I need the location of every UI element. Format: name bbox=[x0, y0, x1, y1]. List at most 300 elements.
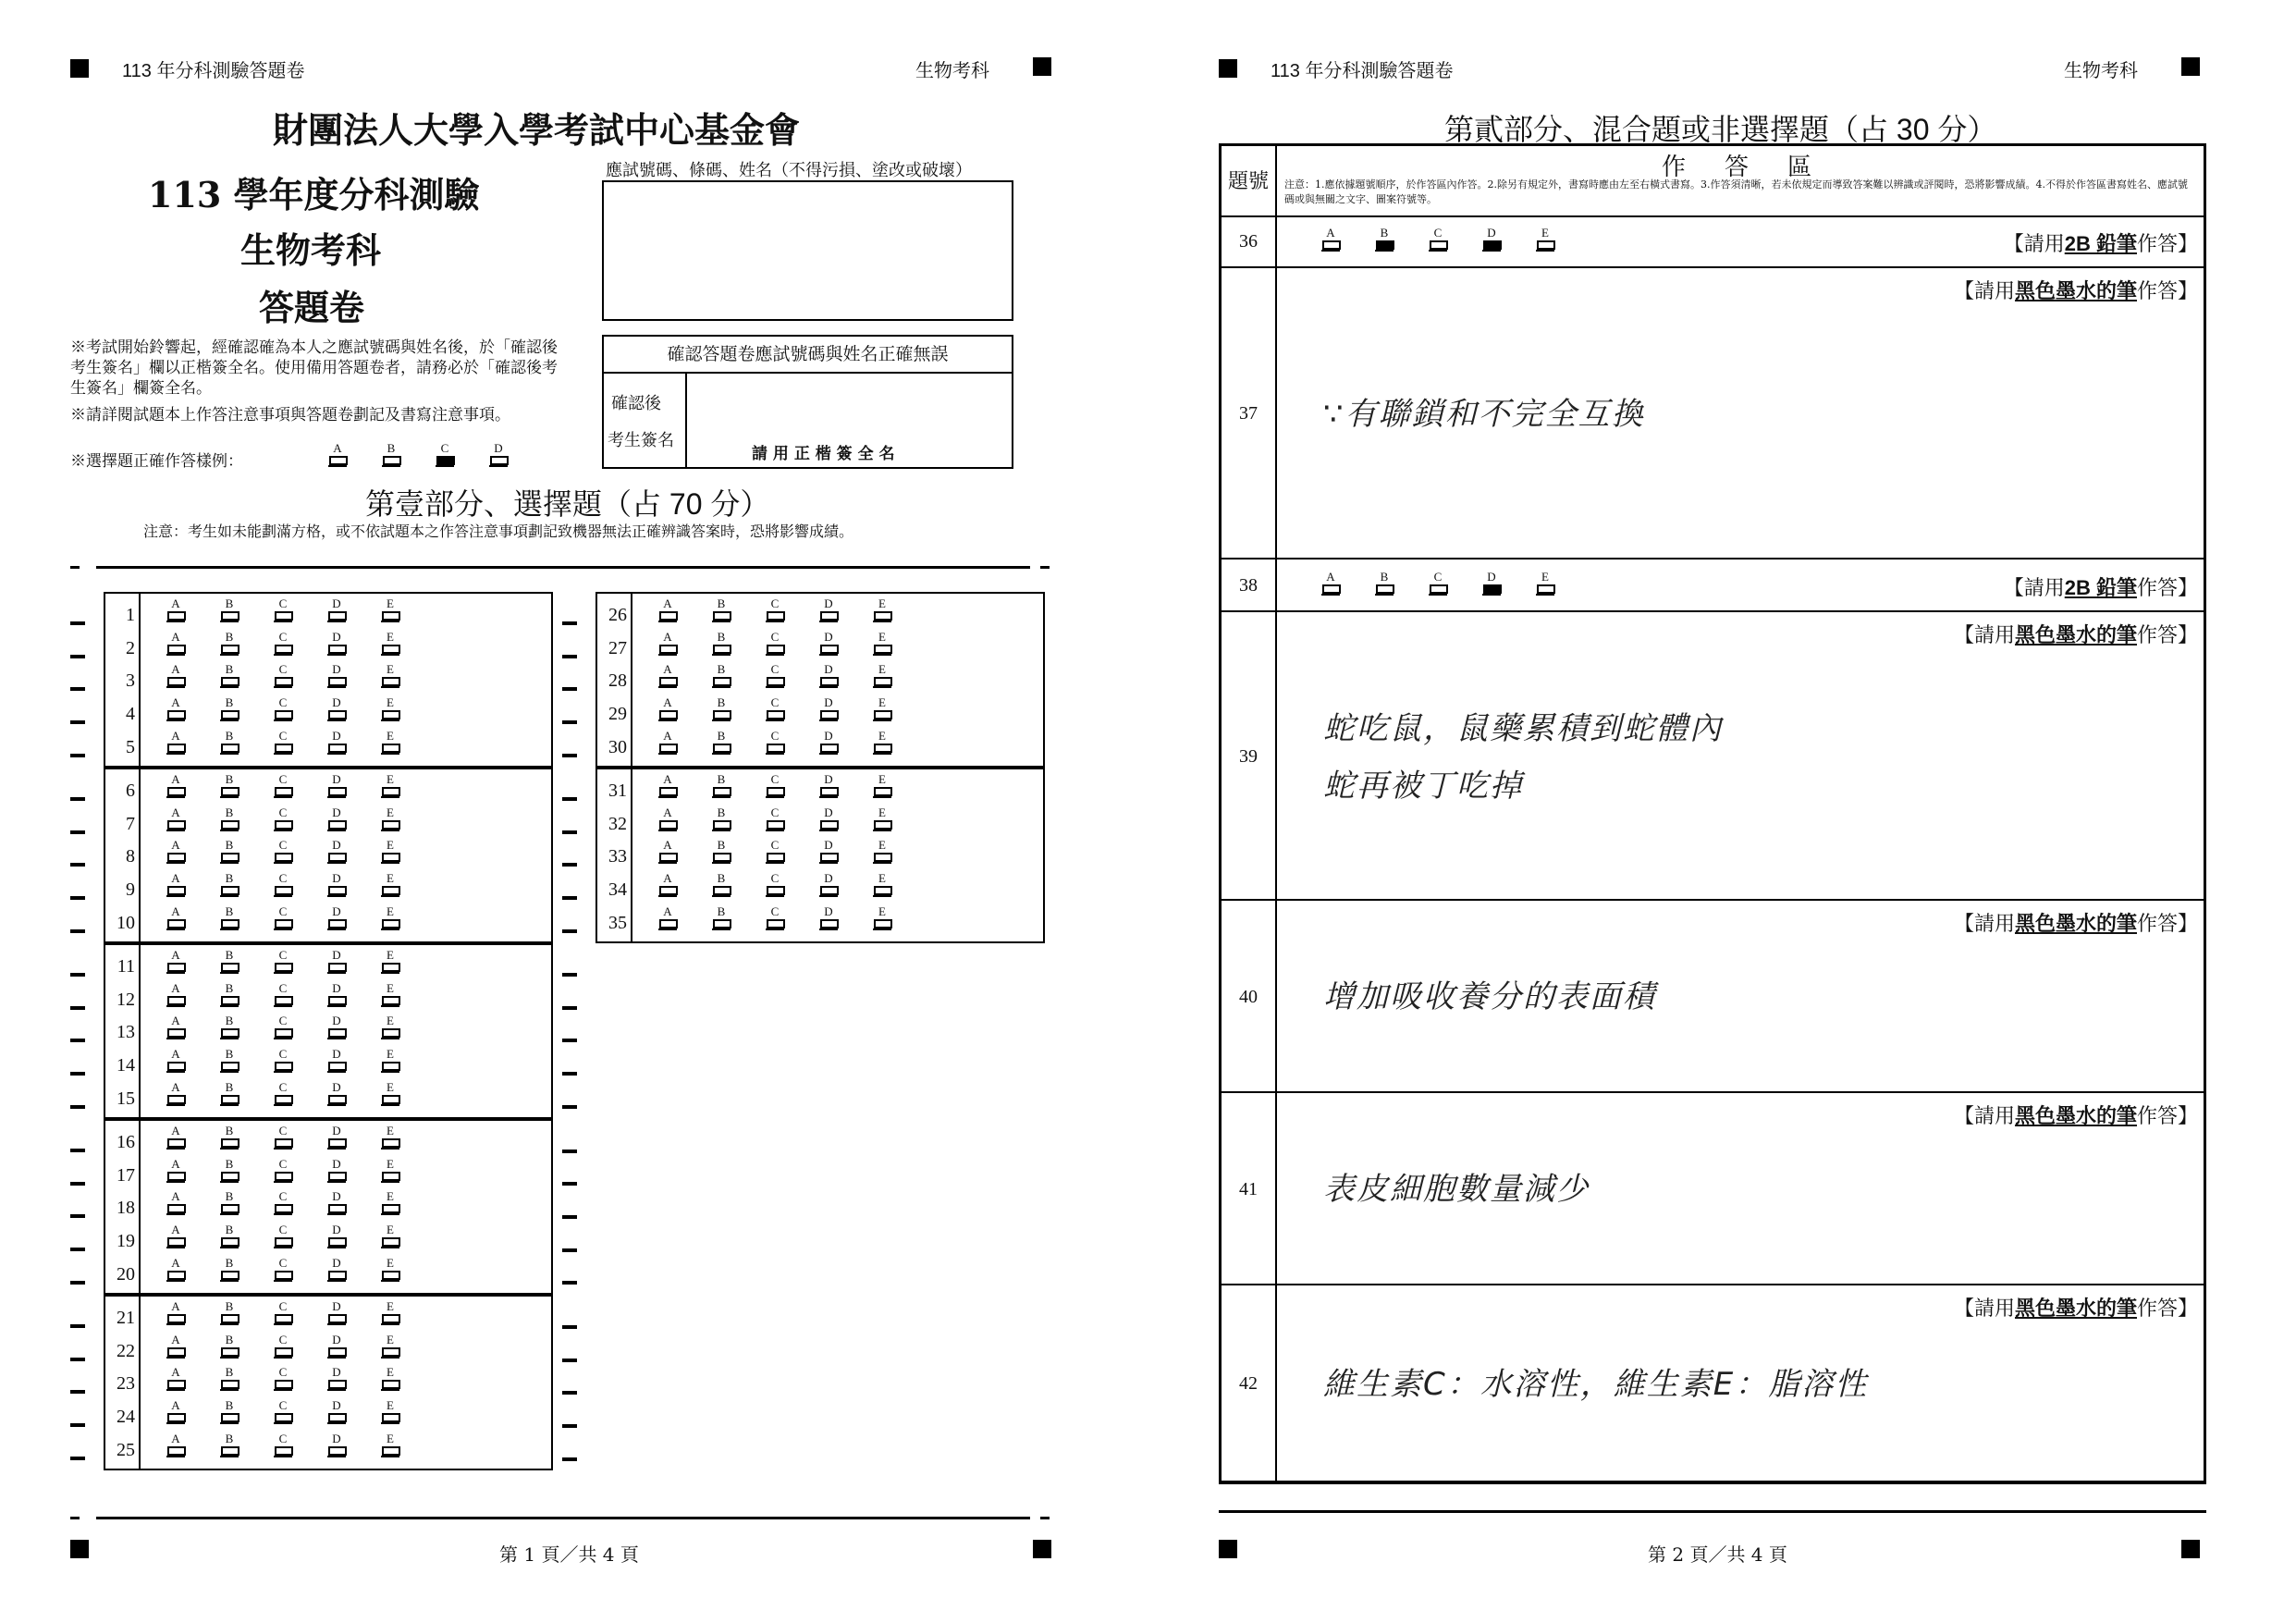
bubble-box bbox=[221, 1095, 239, 1104]
bubble-q1-E[interactable] bbox=[381, 597, 433, 629]
bubble-q19-D[interactable] bbox=[327, 1223, 379, 1255]
bubble-letter: D bbox=[1487, 570, 1496, 584]
bubble-q2-B[interactable] bbox=[220, 631, 272, 662]
bubble-q3-A[interactable] bbox=[166, 663, 218, 695]
bubble-q22-B[interactable] bbox=[220, 1334, 272, 1365]
bubble-underline bbox=[658, 753, 677, 755]
bubble-q33-B[interactable] bbox=[712, 839, 764, 870]
bubble-q26-D[interactable] bbox=[819, 597, 871, 629]
bubble-q36-A[interactable] bbox=[1321, 227, 1373, 258]
bubble-letter: C bbox=[440, 441, 449, 455]
bubble-q23-C[interactable] bbox=[274, 1366, 325, 1397]
bubble-q36-D[interactable] bbox=[1482, 227, 1534, 258]
bubble-q31-D[interactable] bbox=[819, 773, 871, 805]
bubble-q7-E[interactable] bbox=[381, 806, 433, 838]
bubble-q16-E[interactable] bbox=[381, 1125, 433, 1156]
bubble-q2-C[interactable] bbox=[274, 631, 325, 662]
bubble-q35-B[interactable] bbox=[712, 905, 764, 937]
question-block bbox=[104, 943, 553, 1119]
bubble-q5-D[interactable] bbox=[327, 730, 379, 761]
bubble-box bbox=[167, 1347, 186, 1357]
bubble-q23-E[interactable] bbox=[381, 1366, 433, 1397]
bubble-q28-D[interactable] bbox=[819, 663, 871, 695]
cut-dash bbox=[70, 566, 80, 569]
bubble-q11-C[interactable] bbox=[274, 949, 325, 980]
bubble-q33-C[interactable] bbox=[766, 839, 817, 870]
timing-mark bbox=[562, 1182, 577, 1186]
bubble-q22-A[interactable] bbox=[166, 1334, 218, 1365]
bubble-q6-C[interactable] bbox=[274, 773, 325, 805]
bubble-q11-E[interactable] bbox=[381, 949, 433, 980]
bubble-q19-C[interactable] bbox=[274, 1223, 325, 1255]
bubble-q8-B[interactable] bbox=[220, 839, 272, 870]
question-number: 30 bbox=[608, 736, 627, 757]
bubble-q27-C[interactable] bbox=[766, 631, 817, 662]
bubble-letter: E bbox=[387, 1047, 394, 1062]
bubble-box bbox=[820, 677, 839, 686]
bubble-box bbox=[328, 1204, 347, 1213]
bubble-q2-D[interactable] bbox=[327, 631, 379, 662]
bubble-box bbox=[767, 611, 785, 621]
bubble-underline bbox=[274, 1071, 292, 1073]
bubble-q22-E[interactable] bbox=[381, 1334, 433, 1365]
bubble-box bbox=[275, 1095, 293, 1104]
ink-note bbox=[1954, 276, 2198, 304]
bubble-q32-A[interactable] bbox=[658, 806, 710, 838]
bubble-q28-E[interactable] bbox=[873, 663, 925, 695]
bubble-box bbox=[713, 919, 731, 928]
bubble-q22-C[interactable] bbox=[274, 1334, 325, 1365]
bubble-q17-D[interactable] bbox=[327, 1158, 379, 1189]
bubble-box bbox=[221, 645, 239, 654]
bubble-letter: A bbox=[333, 441, 342, 455]
bubble-letter: D bbox=[494, 441, 503, 455]
bubble-q24-D[interactable] bbox=[327, 1399, 379, 1431]
bubble-q29-E[interactable] bbox=[873, 696, 925, 728]
bubble-box bbox=[328, 744, 347, 753]
bubble-box bbox=[275, 853, 293, 862]
bubble-letter: C bbox=[278, 1365, 288, 1380]
bubble-q21-A[interactable] bbox=[166, 1300, 218, 1332]
bubble-q21-B[interactable] bbox=[220, 1300, 272, 1332]
bubble-letter: C bbox=[278, 1047, 288, 1062]
note-prefix: 【請用 bbox=[2003, 576, 2065, 599]
bubble-underline bbox=[274, 1323, 292, 1325]
bubble-q24-B[interactable] bbox=[220, 1399, 272, 1431]
bubble-q28-A[interactable] bbox=[658, 663, 710, 695]
bubble-q1-C[interactable] bbox=[274, 597, 325, 629]
bubble-letter: B bbox=[1380, 226, 1389, 240]
bubble-letter: C bbox=[770, 871, 780, 886]
bubble-underline bbox=[381, 719, 399, 721]
bubble-q30-A[interactable] bbox=[658, 730, 710, 761]
bubble-q6-D[interactable] bbox=[327, 773, 379, 805]
bubble-letter: B bbox=[717, 772, 726, 786]
bubble-box bbox=[659, 886, 678, 895]
bubble-q17-C[interactable] bbox=[274, 1158, 325, 1189]
bubble-q5-A[interactable] bbox=[166, 730, 218, 761]
bubble-q33-D[interactable] bbox=[819, 839, 871, 870]
bubble-q9-C[interactable] bbox=[274, 872, 325, 904]
bubble-q4-E[interactable] bbox=[381, 696, 433, 728]
bubble-underline bbox=[382, 465, 400, 467]
bubble-q1-D[interactable] bbox=[327, 597, 379, 629]
bubble-q23-A[interactable] bbox=[166, 1366, 218, 1397]
bubble-q6-E[interactable] bbox=[381, 773, 433, 805]
confirm-box bbox=[602, 335, 1013, 469]
bubble-q4-C[interactable] bbox=[274, 696, 325, 728]
bubble-letter: C bbox=[278, 980, 288, 995]
bubble-letter: A bbox=[663, 904, 672, 918]
bubble-q27-B[interactable] bbox=[712, 631, 764, 662]
bubble-letter: E bbox=[878, 728, 886, 743]
bubble-q23-B[interactable] bbox=[220, 1366, 272, 1397]
bubble-q19-A[interactable] bbox=[166, 1223, 218, 1255]
bubble-q16-C[interactable] bbox=[274, 1125, 325, 1156]
answer-row-40 bbox=[1222, 901, 2204, 1093]
bubble-q30-C[interactable] bbox=[766, 730, 817, 761]
bubble-q10-D[interactable] bbox=[327, 905, 379, 937]
bubble-q23-D[interactable] bbox=[327, 1366, 379, 1397]
bubble-q20-B[interactable] bbox=[220, 1257, 272, 1288]
bubble-q5-B[interactable] bbox=[220, 730, 272, 761]
note-emphasis: 黑色墨水的筆 bbox=[2014, 1297, 2137, 1320]
bubble-q20-A[interactable] bbox=[166, 1257, 218, 1288]
bubble-q15-D[interactable] bbox=[327, 1081, 379, 1113]
signature-field[interactable]: 請 用 正 楷 簽 全 名 bbox=[752, 445, 895, 463]
bubble-q21-C[interactable] bbox=[274, 1300, 325, 1332]
bubble-q13-B[interactable] bbox=[220, 1014, 272, 1046]
bubble-q20-E[interactable] bbox=[381, 1257, 433, 1288]
bubble-q3-B[interactable] bbox=[220, 663, 272, 695]
bubble-q18-E[interactable] bbox=[381, 1190, 433, 1222]
bubble-q7-D[interactable] bbox=[327, 806, 379, 838]
bubble-box bbox=[874, 919, 892, 928]
bubble-q2-A[interactable] bbox=[166, 631, 218, 662]
bubble-q3-D[interactable] bbox=[327, 663, 379, 695]
bubble-box bbox=[221, 1062, 239, 1071]
bubble-q12-D[interactable] bbox=[327, 982, 379, 1014]
note-suffix: 作答】 bbox=[2136, 279, 2198, 302]
bubble-q27-E[interactable] bbox=[873, 631, 925, 662]
bubble-q27-D[interactable] bbox=[819, 631, 871, 662]
bubble-q5-C[interactable] bbox=[274, 730, 325, 761]
bubble-q7-B[interactable] bbox=[220, 806, 272, 838]
bubble-q35-A[interactable] bbox=[658, 905, 710, 937]
timing-mark bbox=[562, 1072, 577, 1076]
example-bubble-C[interactable] bbox=[436, 442, 487, 473]
bubble-q10-E[interactable] bbox=[381, 905, 433, 937]
bubble-q4-D[interactable] bbox=[327, 696, 379, 728]
instruction-note-2: ※請詳閱試題本上作答注意事項與答題卷劃記及書寫注意事項。 bbox=[70, 406, 510, 424]
bubble-q15-B[interactable] bbox=[220, 1081, 272, 1113]
bubble-letter: E bbox=[387, 1299, 394, 1313]
bubble-q1-A[interactable] bbox=[166, 597, 218, 629]
bubble-q14-A[interactable] bbox=[166, 1048, 218, 1079]
bubble-underline bbox=[220, 753, 239, 755]
bubble-box bbox=[874, 645, 892, 654]
bubble-q9-E[interactable] bbox=[381, 872, 433, 904]
bubble-q33-A[interactable] bbox=[658, 839, 710, 870]
bubble-q11-B[interactable] bbox=[220, 949, 272, 980]
bubble-q22-D[interactable] bbox=[327, 1334, 379, 1365]
bubble-q35-E[interactable] bbox=[873, 905, 925, 937]
bubble-q14-D[interactable] bbox=[327, 1048, 379, 1079]
bubble-q12-C[interactable] bbox=[274, 982, 325, 1014]
note-suffix: 作答】 bbox=[2136, 232, 2198, 255]
bubble-q8-C[interactable] bbox=[274, 839, 325, 870]
bubble-q24-A[interactable] bbox=[166, 1399, 218, 1431]
timing-mark bbox=[562, 1424, 577, 1428]
bubble-q6-A[interactable] bbox=[166, 773, 218, 805]
bubble-q3-E[interactable] bbox=[381, 663, 433, 695]
bubble-q8-A[interactable] bbox=[166, 839, 218, 870]
bubble-underline bbox=[327, 1422, 346, 1424]
bubble-q4-B[interactable] bbox=[220, 696, 272, 728]
bubble-q28-B[interactable] bbox=[712, 663, 764, 695]
bubble-q29-D[interactable] bbox=[819, 696, 871, 728]
bubble-q19-B[interactable] bbox=[220, 1223, 272, 1255]
bubble-q13-D[interactable] bbox=[327, 1014, 379, 1046]
bubble-q29-B[interactable] bbox=[712, 696, 764, 728]
bubble-q11-A[interactable] bbox=[166, 949, 218, 980]
bubble-underline bbox=[1482, 250, 1501, 252]
bubble-underline bbox=[381, 1357, 399, 1359]
bubble-q9-A[interactable] bbox=[166, 872, 218, 904]
bubble-q16-A[interactable] bbox=[166, 1125, 218, 1156]
bubble-q19-E[interactable] bbox=[381, 1223, 433, 1255]
bubble-q36-B[interactable] bbox=[1375, 227, 1427, 258]
bubble-q14-B[interactable] bbox=[220, 1048, 272, 1079]
cut-dash bbox=[1040, 1517, 1050, 1519]
bubble-box bbox=[382, 1172, 400, 1181]
handwritten-answer-39[interactable]: 蛇吃鼠，鼠藥累積到蛇體內 bbox=[1323, 710, 1723, 747]
bubble-q20-C[interactable] bbox=[274, 1257, 325, 1288]
bubble-q18-A[interactable] bbox=[166, 1190, 218, 1222]
col-header-area bbox=[1277, 146, 2204, 217]
bubble-q12-E[interactable] bbox=[381, 982, 433, 1014]
bubble-underline bbox=[819, 862, 838, 864]
bubble-q1-B[interactable] bbox=[220, 597, 272, 629]
bubble-q9-D[interactable] bbox=[327, 872, 379, 904]
bubble-letter: C bbox=[278, 1189, 288, 1204]
bubble-box bbox=[767, 886, 785, 895]
bubble-q11-D[interactable] bbox=[327, 949, 379, 980]
bubble-q18-C[interactable] bbox=[274, 1190, 325, 1222]
bubble-q20-D[interactable] bbox=[327, 1257, 379, 1288]
bubble-q17-B[interactable] bbox=[220, 1158, 272, 1189]
bubble-q38-A[interactable] bbox=[1321, 571, 1373, 602]
bubble-underline bbox=[873, 654, 891, 656]
bubble-q36-E[interactable] bbox=[1536, 227, 1588, 258]
bubble-q12-B[interactable] bbox=[220, 982, 272, 1014]
bubble-q24-C[interactable] bbox=[274, 1399, 325, 1431]
bubble-q36-C[interactable] bbox=[1429, 227, 1480, 258]
bubble-underline bbox=[327, 1280, 346, 1282]
bubble-box bbox=[328, 1028, 347, 1038]
bubble-underline bbox=[274, 1456, 292, 1457]
bubble-q3-C[interactable] bbox=[274, 663, 325, 695]
bubble-q35-D[interactable] bbox=[819, 905, 871, 937]
bubble-q32-D[interactable] bbox=[819, 806, 871, 838]
bubble-q25-D[interactable] bbox=[327, 1432, 379, 1464]
bubble-box bbox=[167, 820, 186, 830]
example-bubble-B[interactable] bbox=[382, 442, 434, 473]
bubble-letter: A bbox=[171, 805, 180, 819]
bubble-q38-D[interactable] bbox=[1482, 571, 1534, 602]
bubble-q26-B[interactable] bbox=[712, 597, 764, 629]
bubble-q32-C[interactable] bbox=[766, 806, 817, 838]
bubble-q14-E[interactable] bbox=[381, 1048, 433, 1079]
bubble-letter: A bbox=[663, 805, 672, 819]
bubble-q30-E[interactable] bbox=[873, 730, 925, 761]
note-emphasis: 黑色墨水的筆 bbox=[2014, 623, 2137, 646]
bubble-q38-E[interactable] bbox=[1536, 571, 1588, 602]
bubble-underline bbox=[274, 830, 292, 831]
bubble-q7-A[interactable] bbox=[166, 806, 218, 838]
bubble-q10-C[interactable] bbox=[274, 905, 325, 937]
bubble-underline bbox=[1321, 594, 1340, 596]
bubble-q34-C[interactable] bbox=[766, 872, 817, 904]
answer-row-38 bbox=[1222, 559, 2204, 612]
area-title: 作 答 區 bbox=[1661, 154, 1819, 181]
bubble-letter: E bbox=[878, 904, 886, 918]
bubble-q29-C[interactable] bbox=[766, 696, 817, 728]
bubble-q38-C[interactable] bbox=[1429, 571, 1480, 602]
bubble-q25-E[interactable] bbox=[381, 1432, 433, 1464]
bubble-letter: A bbox=[171, 772, 180, 786]
bubble-box bbox=[713, 787, 731, 796]
bubble-q2-E[interactable] bbox=[381, 631, 433, 662]
bubble-q16-B[interactable] bbox=[220, 1125, 272, 1156]
bubble-q34-E[interactable] bbox=[873, 872, 925, 904]
bubble-underline bbox=[327, 1148, 346, 1150]
question-number: 3 bbox=[126, 670, 135, 692]
bubble-box bbox=[767, 677, 785, 686]
bubble-q10-B[interactable] bbox=[220, 905, 272, 937]
bubble-q31-B[interactable] bbox=[712, 773, 764, 805]
note-prefix: 【請用 bbox=[1953, 623, 2015, 646]
bubble-q30-B[interactable] bbox=[712, 730, 764, 761]
bubble-box bbox=[221, 677, 239, 686]
bubble-q33-E[interactable] bbox=[873, 839, 925, 870]
bubble-box bbox=[659, 710, 678, 719]
bubble-q15-C[interactable] bbox=[274, 1081, 325, 1113]
bubble-box bbox=[767, 710, 785, 719]
bubble-q29-A[interactable] bbox=[658, 696, 710, 728]
bubble-q26-E[interactable] bbox=[873, 597, 925, 629]
bubble-q25-A[interactable] bbox=[166, 1432, 218, 1464]
bubble-q32-B[interactable] bbox=[712, 806, 764, 838]
bubble-q25-B[interactable] bbox=[220, 1432, 272, 1464]
bubble-q21-D[interactable] bbox=[327, 1300, 379, 1332]
bubble-q5-E[interactable] bbox=[381, 730, 433, 761]
handwritten-answer-41[interactable]: 表皮細胞數量減少 bbox=[1323, 1171, 1590, 1208]
bubble-underline bbox=[166, 1181, 185, 1183]
bubble-q15-A[interactable] bbox=[166, 1081, 218, 1113]
handwritten-answer-40[interactable]: 增加吸收養分的表面積 bbox=[1323, 978, 1656, 1015]
bubble-letter: B bbox=[717, 838, 726, 853]
bubble-q15-E[interactable] bbox=[381, 1081, 433, 1113]
bubble-letter: A bbox=[663, 695, 672, 710]
bubble-q31-A[interactable] bbox=[658, 773, 710, 805]
timing-mark bbox=[562, 754, 577, 757]
ink-note bbox=[1954, 620, 2198, 648]
bubble-q21-E[interactable] bbox=[381, 1300, 433, 1332]
bubble-box bbox=[275, 820, 293, 830]
handwritten-answer-42[interactable]: 維生素C：水溶性，維生素E：脂溶性 bbox=[1323, 1365, 1869, 1403]
bubble-box bbox=[221, 886, 239, 895]
bubble-letter: E bbox=[878, 838, 886, 853]
bubble-underline bbox=[381, 1280, 399, 1282]
bubble-box bbox=[221, 1271, 239, 1280]
bubble-q17-A[interactable] bbox=[166, 1158, 218, 1189]
bubble-q17-E[interactable] bbox=[381, 1158, 433, 1189]
bubble-q8-E[interactable] bbox=[381, 839, 433, 870]
example-bubble-A[interactable] bbox=[328, 442, 380, 473]
bubble-q7-C[interactable] bbox=[274, 806, 325, 838]
bubble-q35-C[interactable] bbox=[766, 905, 817, 937]
bubble-q26-C[interactable] bbox=[766, 597, 817, 629]
bubble-q30-D[interactable] bbox=[819, 730, 871, 761]
bubble-q34-D[interactable] bbox=[819, 872, 871, 904]
bubble-letter: E bbox=[878, 662, 886, 677]
bubble-q8-D[interactable] bbox=[327, 839, 379, 870]
bubble-underline bbox=[327, 1104, 346, 1106]
bubble-underline bbox=[220, 1181, 239, 1183]
bubble-q31-E[interactable] bbox=[873, 773, 925, 805]
id-box-label: 應試號碼、條碼、姓名（不得污損、塗改或破壞） bbox=[606, 161, 972, 180]
bubble-q24-E[interactable] bbox=[381, 1399, 433, 1431]
bubble-q6-B[interactable] bbox=[220, 773, 272, 805]
timing-mark bbox=[562, 1006, 577, 1010]
question-number: 19 bbox=[117, 1231, 135, 1252]
bubble-underline bbox=[166, 796, 185, 798]
bubble-q34-A[interactable] bbox=[658, 872, 710, 904]
bubble-q4-A[interactable] bbox=[166, 696, 218, 728]
bubble-q18-D[interactable] bbox=[327, 1190, 379, 1222]
registration-mark bbox=[70, 1540, 89, 1558]
bubble-q14-C[interactable] bbox=[274, 1048, 325, 1079]
handwritten-answer-37[interactable]: ∵有聯鎖和不完全互換 bbox=[1323, 395, 1645, 433]
bubble-q34-B[interactable] bbox=[712, 872, 764, 904]
bubble-underline bbox=[220, 654, 239, 656]
bubble-q31-C[interactable] bbox=[766, 773, 817, 805]
handwritten-answer-39[interactable]: 蛇再被丁吃掉 bbox=[1323, 768, 1523, 805]
bubble-q16-D[interactable] bbox=[327, 1125, 379, 1156]
timing-mark bbox=[562, 655, 577, 658]
bubble-q10-A[interactable] bbox=[166, 905, 218, 937]
bubble-q13-E[interactable] bbox=[381, 1014, 433, 1046]
bubble-q9-B[interactable] bbox=[220, 872, 272, 904]
bubble-q28-C[interactable] bbox=[766, 663, 817, 695]
example-bubble-D[interactable] bbox=[489, 442, 541, 473]
bubble-q18-B[interactable] bbox=[220, 1190, 272, 1222]
bubble-q38-B[interactable] bbox=[1375, 571, 1427, 602]
bubble-letter: B bbox=[1380, 570, 1389, 584]
bubble-q32-E[interactable] bbox=[873, 806, 925, 838]
bubble-q27-A[interactable] bbox=[658, 631, 710, 662]
bubble-letter: B bbox=[717, 695, 726, 710]
bubble-box bbox=[328, 710, 347, 719]
bubble-q26-A[interactable] bbox=[658, 597, 710, 629]
timing-mark bbox=[70, 1039, 85, 1042]
bubble-q13-C[interactable] bbox=[274, 1014, 325, 1046]
bubble-q25-C[interactable] bbox=[274, 1432, 325, 1464]
bubble-q13-A[interactable] bbox=[166, 1014, 218, 1046]
bubble-q12-A[interactable] bbox=[166, 982, 218, 1014]
bubble-underline bbox=[766, 654, 784, 656]
